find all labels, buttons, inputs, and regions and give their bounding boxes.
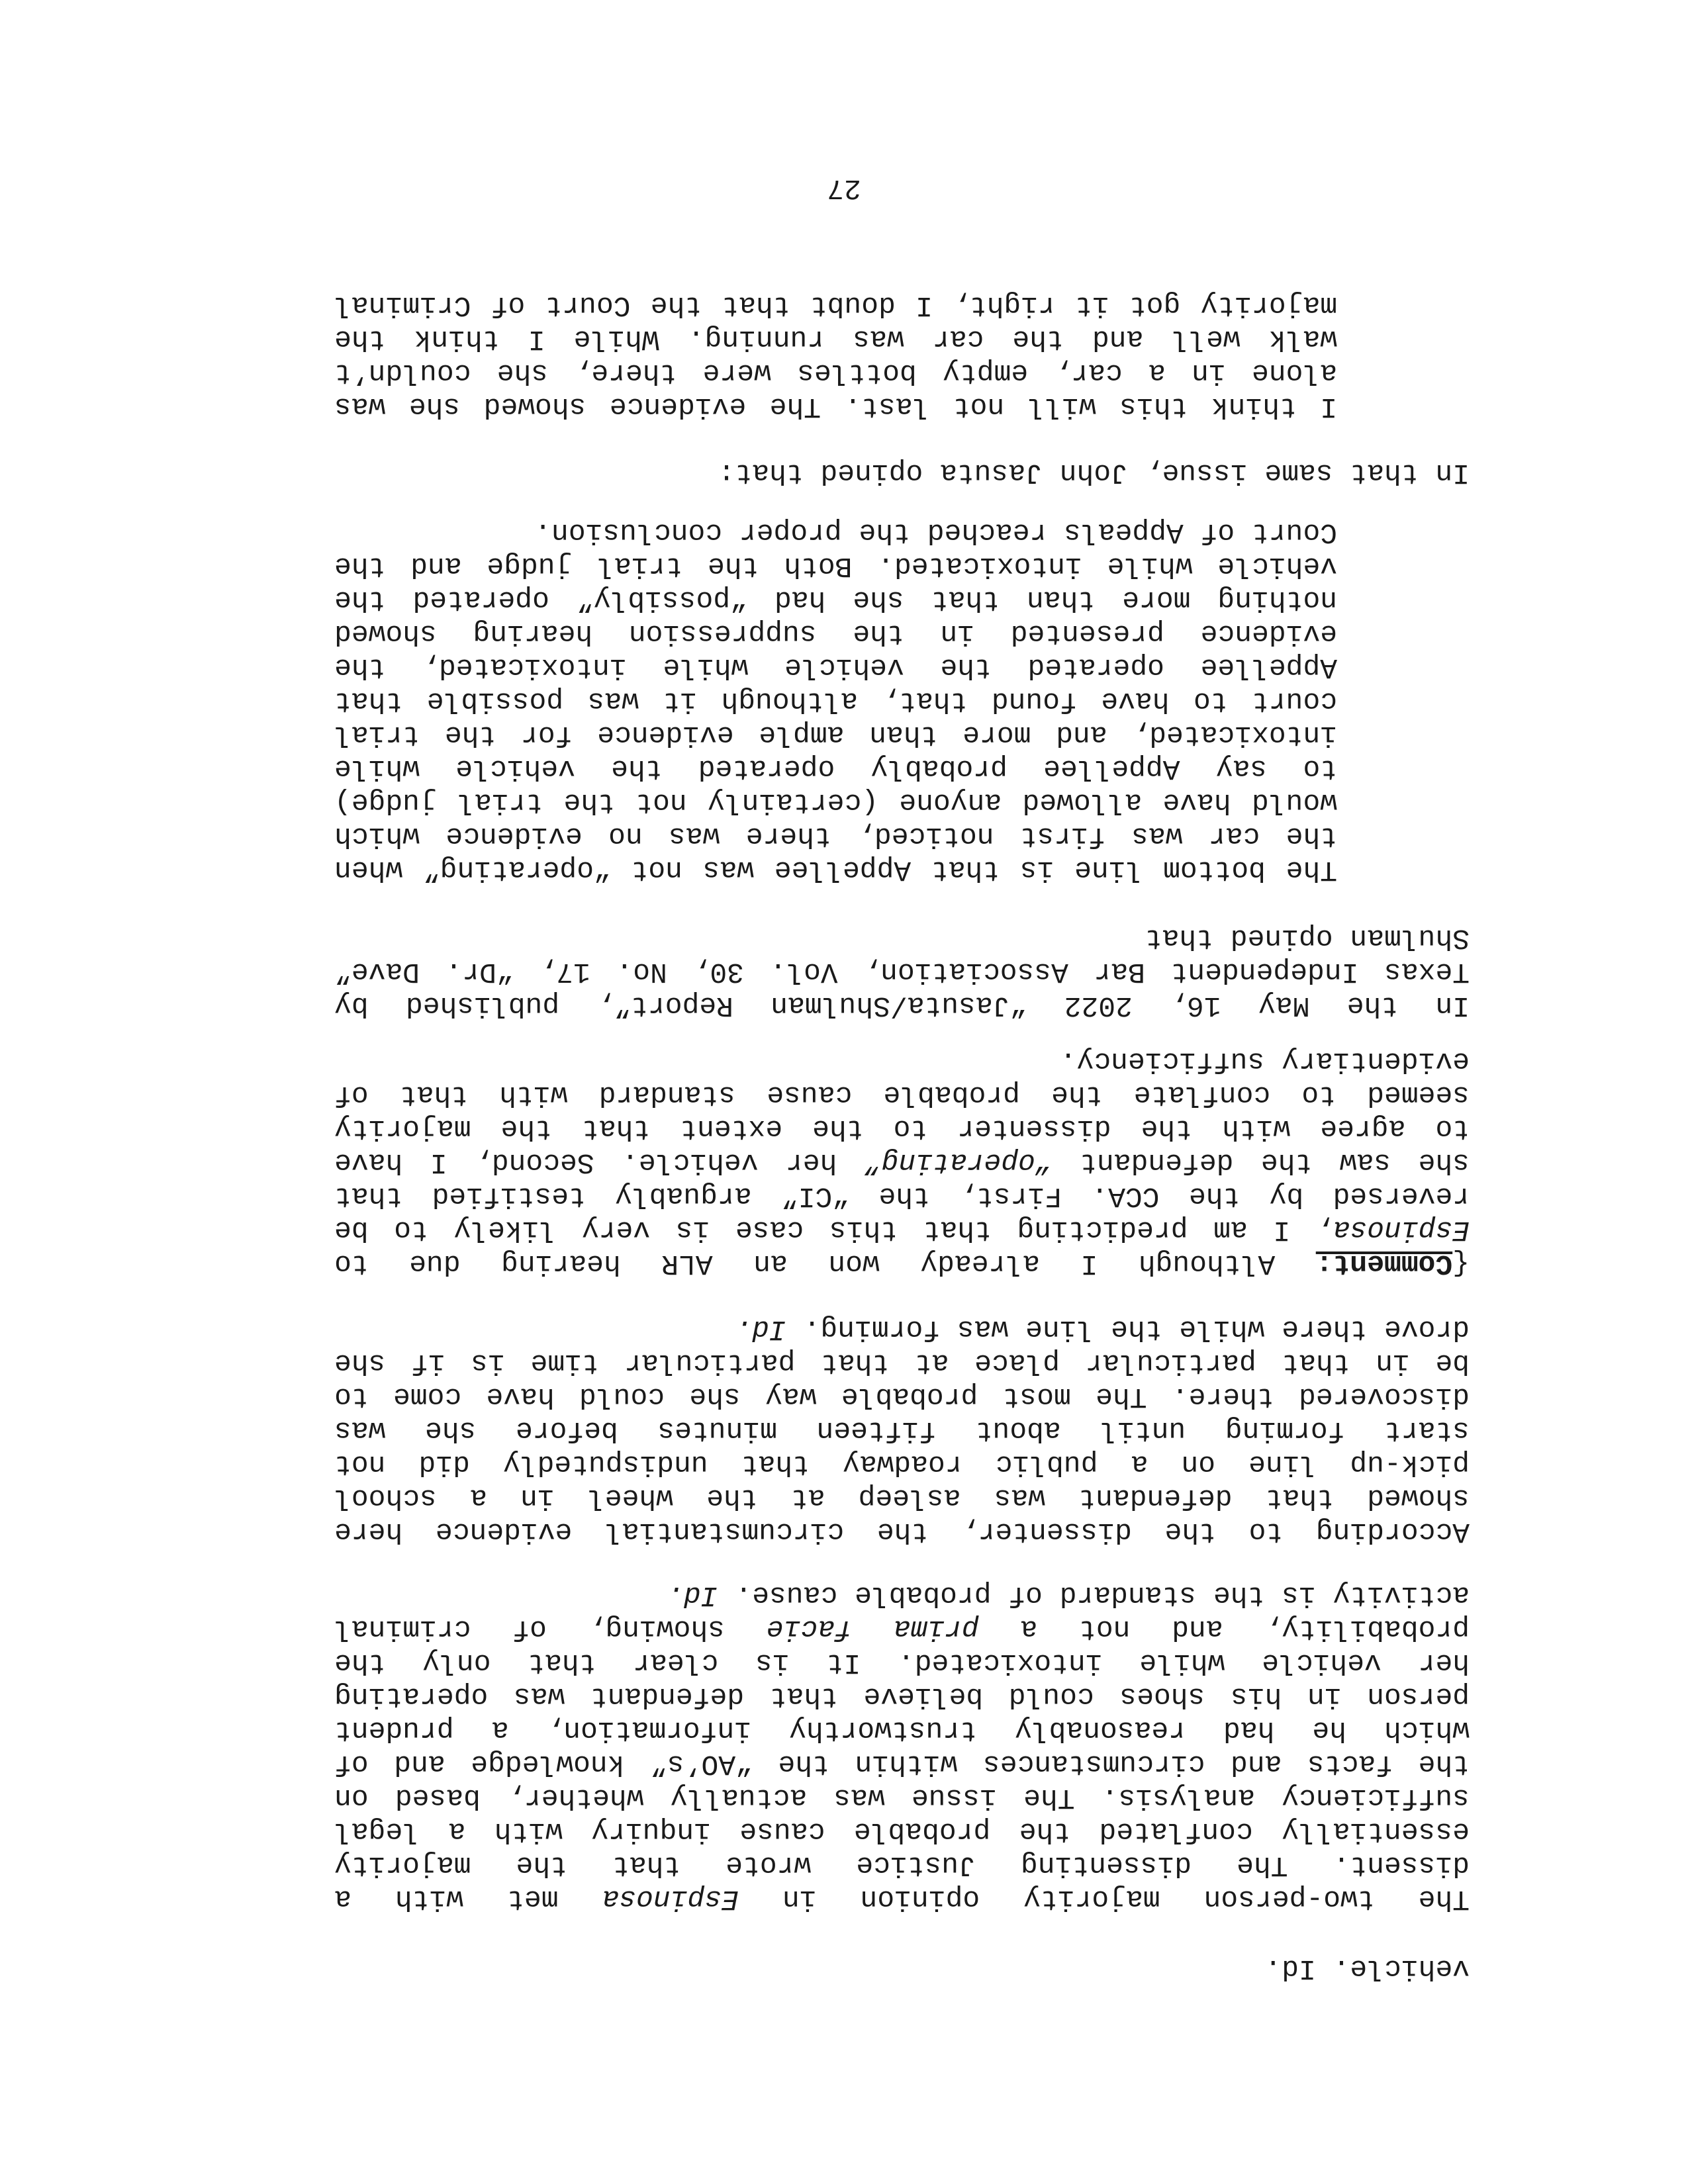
q2-line: majority got it right, I doubt that the Court of Criminal [334, 289, 1337, 322]
paragraph-dissenter-view [334, 1312, 1470, 1549]
q1-line: would have allowed anyone (certainly not the trial judge) [334, 786, 1337, 819]
page-number: 27 [827, 172, 861, 205]
q2-line: alone in a car, empty bottles were there, she couldn’t [334, 357, 1337, 389]
q1-line: intoxicated, and more than ample evidence for the trial [334, 719, 1337, 751]
p1-line: her vehicle while intoxicated. It is clear that only the [334, 1647, 1470, 1679]
p2-line: pick-up line on a public roadway that undisputedly did not [334, 1448, 1470, 1480]
p3-line: to agree with the dissenter to the extent that the majority [334, 1113, 1470, 1145]
p2-line: According to the dissenter, the circumstantial evidence here [334, 1516, 1470, 1548]
p3-line: reversed by the CCA. First, the “CI” arguably testified that [334, 1180, 1470, 1212]
q1-line: nothing more than that she had “possibly” operated the [334, 584, 1337, 616]
q1-line: Court of Appeals reached the proper conclusion. [534, 516, 1337, 549]
q1-line: Appellee operated the vehicle while intoxicated, the [334, 651, 1337, 684]
p1-line: the facts and circumstances within the “AO’s” knowledge and of [334, 1748, 1470, 1780]
q1-line: to say Appellee probably operated the vehicle while [334, 752, 1337, 785]
q1-line: The bottom line is that Appellee was not “operating” when [334, 854, 1337, 886]
q2-line: walk well and the car was running. While I think the [334, 323, 1337, 355]
q1-line: vehicle while intoxicated. Both the trial judge and the [334, 550, 1337, 582]
q1-line: the car was first noticed, there was no evidence which [334, 820, 1337, 852]
q1-line: evidence presented in the suppression hearing showed [334, 617, 1337, 650]
paragraph-report-citation [334, 921, 1470, 1023]
q2-line: I think this will not last. The evidence showed she was [334, 390, 1337, 423]
p2-line: start forming until about fifteen minutes before she was [334, 1414, 1470, 1447]
paragraph-comment [334, 1044, 1470, 1281]
p2-line: be in that particular place at that particular time is if she [334, 1347, 1470, 1379]
p2-line: showed that defendant was asleep at the wheel in a school [334, 1482, 1470, 1514]
p2-line: drove there while the line was forming. Id. [735, 1313, 1470, 1345]
p1-line: sufficiency analysis. The issue was actually whether, based on [334, 1782, 1470, 1814]
paragraph-jasuta-intro: In that same issue, John Jasuta opined that: [718, 457, 1470, 489]
p2-line: discovered there. The most probable way she could have come to [334, 1381, 1470, 1413]
block-quote-shulman [334, 516, 1337, 887]
p1-line: activity is the standard of probable cause. Id. [667, 1579, 1470, 1612]
block-quote-jasuta [334, 289, 1337, 424]
p4-line: Texas Independent Bar Association, Vol. 30, No. 17, “Dr. Dave” [334, 956, 1470, 988]
p3-line: she saw the defendant “operating” her vehicle. Second, I have [334, 1146, 1470, 1179]
p1-line: which he had reasonably trustworthy information, a prudent [334, 1714, 1470, 1747]
p3-line: Espinosa, I am predicting that this case is very likely to be [334, 1214, 1470, 1246]
p1-line: dissent. The dissenting Justice wrote that the majority [334, 1849, 1470, 1882]
p1-line: The two-person majority opinion in Espinosa met with a [334, 1883, 1470, 1915]
p3-line: {Comment: Although I already won an ALR hearing due to [334, 1248, 1470, 1280]
q1-line: court to have found that, although it was possible that [334, 685, 1337, 717]
p4-line: In the May 16, 2022 “Jasuta/Shulman Report”, published by [334, 989, 1470, 1022]
p3-line: evidentiary sufficiency. [1059, 1045, 1470, 1077]
p1-line: probability, and not a prima facie showing, of criminal [334, 1613, 1470, 1645]
p4-line: Shulman opined that [1145, 922, 1470, 954]
p1-line: essentially conflated the probable cause inquiry with a legal [334, 1815, 1470, 1848]
p3-line: seemed to conflate the probable cause standard with that of [334, 1079, 1470, 1111]
p1-line: person in his shoes could believe that defendant was operating [334, 1680, 1470, 1713]
paragraph-continuation: vehicle. Id. [1264, 1952, 1470, 1985]
paragraph-espinosa-dissent [334, 1578, 1470, 1916]
